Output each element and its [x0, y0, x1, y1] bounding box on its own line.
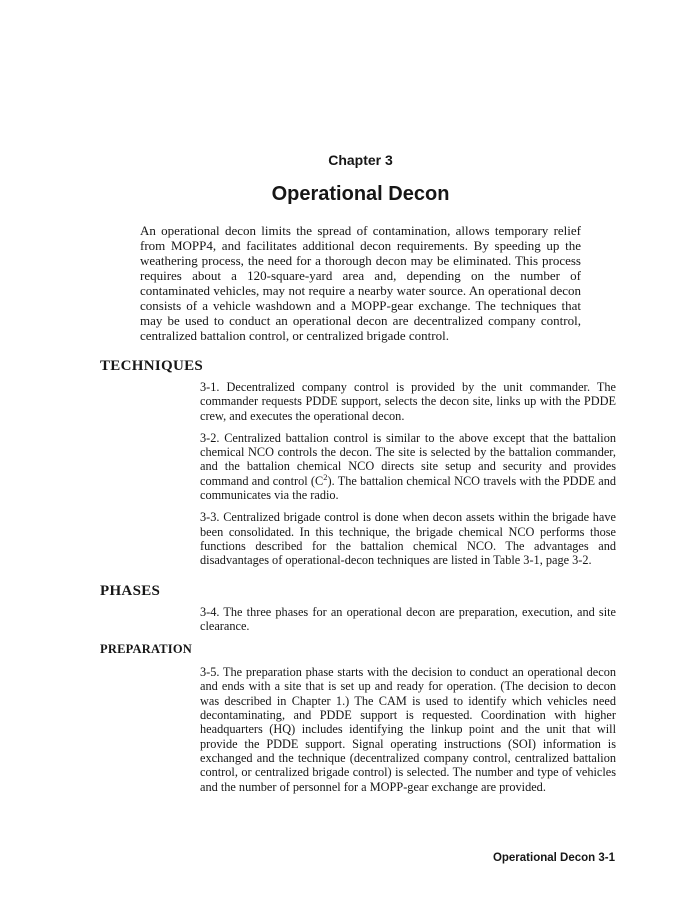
paragraph-3-5: 3-5. The preparation phase starts with the decision to conduct an operational decon and ends with a site that is set up and ready for operation. (The decision to decon was described in Chapter 1.) The CAM is used to identify which vehicles need decontaminating, and PDDE support is requested. Coordination with higher headquarters (HQ) includes identifying the linkup point and the unit that will provide the PDDE support. Signal operating instructions (SOI) information is exchanged and the technique (decentralized company control, centralized battalion control, or centralized brigade control) is selected. The number and type of vehicles and the number of personnel for a MOPP-gear exchange are provided.	[200, 665, 616, 794]
paragraph-3-1: 3-1. Decentralized company control is provided by the unit commander. The commander requests PDDE support, selects the decon site, links up with the PDDE crew, and executes the operational decon.	[200, 380, 616, 423]
paragraph-3-2-text-continued: ). The battalion chemical NCO travels with the PDDE and communicates via the radio.	[200, 473, 616, 503]
paragraph-3-2	[200, 431, 616, 502]
intro-paragraph: An operational decon limits the spread of contamination, allows temporary relief from MOPP4, and facilitates additional decon requirements. By speeding up the weathering process, the need for a thorough decon may be eliminated. This process requires about a 120-square-yard area and, depending on the number of contaminated vehicles, may not require a nearby water source. An operational decon consists of a vehicle washdown and a MOPP-gear exchange. The techniques that may be used to conduct an operational decon are decentralized company control, centralized battalion control, or centralized brigade control.	[140, 223, 581, 343]
paragraph-3-4: 3-4. The three phases for an operational decon are preparation, execution, and site clearance.	[200, 604, 616, 633]
section-heading-phases: PHASES	[100, 582, 161, 599]
paragraph-3-2-superscript: 2	[323, 471, 328, 482]
section-heading-techniques: TECHNIQUES	[100, 358, 204, 374]
document-header	[140, 152, 581, 206]
page-title: Operational Decon	[271, 183, 450, 205]
paragraph-3-3: 3-3. Centralized brigade control is done when decon assets within the brigade have been consolidated. In this technique, the brigade chemical NCO performs those functions described for the battalion chemical NCO. The advantages and disadvantages of operational-decon techniques are listed in Table 3-1, page 3-2.	[200, 510, 616, 568]
paragraph-3-2-text: 3-2. Centralized battalion control is similar to the above except that the battalion chemical NCO controls the decon. The site is selected by the battalion commander, and the battalion chemical NCO directs site setup and security and provides command and control (C	[200, 430, 616, 488]
sub-heading-preparation: PREPARATION	[100, 642, 193, 657]
footer-page-label: Operational Decon 3-1	[492, 852, 615, 864]
chapter-label: Chapter 3	[328, 152, 393, 168]
